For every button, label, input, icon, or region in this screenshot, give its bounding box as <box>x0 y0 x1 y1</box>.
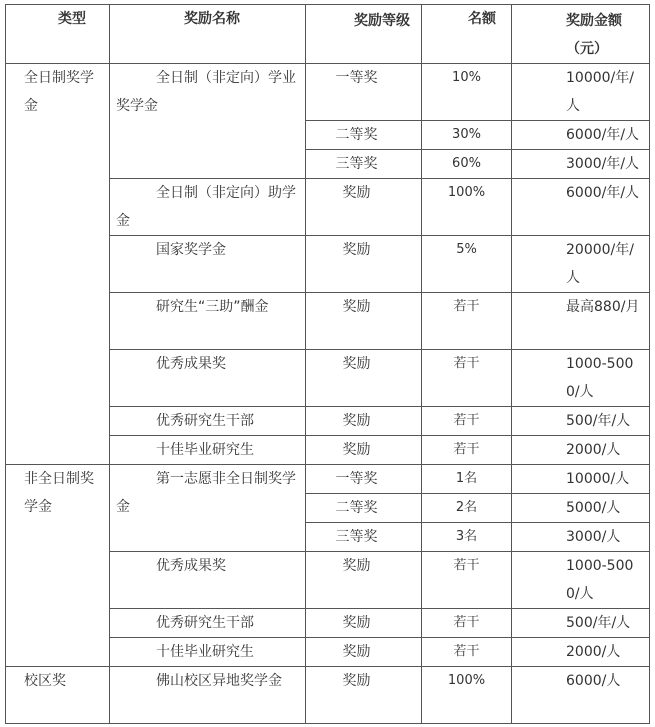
award-name: 十佳毕业研究生 <box>110 436 306 465</box>
award-quota: 100% <box>422 667 512 724</box>
award-level: 三等奖 <box>306 523 422 552</box>
award-name: 研究生“三助”酬金 <box>110 293 306 350</box>
award-level: 奖励 <box>306 609 422 638</box>
award-name-first-choice: 第一志愿非全日制奖学金 <box>110 465 306 552</box>
award-amount: 5000/人 <box>512 494 650 523</box>
award-quota: 30% <box>422 121 512 150</box>
table-header-row <box>6 5 650 64</box>
scholarship-table <box>5 4 650 724</box>
award-quota: 若干 <box>422 609 512 638</box>
award-name: 全日制（非定向）助学金 <box>110 179 306 236</box>
award-quota: 若干 <box>422 552 512 609</box>
award-amount: 20000/年/人 <box>512 236 650 293</box>
award-amount: 500/年/人 <box>512 407 650 436</box>
header-name: 奖励名称 <box>110 5 306 64</box>
award-quota: 60% <box>422 150 512 179</box>
header-amount: 奖励金额（元） <box>512 5 650 64</box>
award-level: 奖励 <box>306 236 422 293</box>
category-fulltime: 全日制奖学金 <box>6 64 110 465</box>
award-quota: 若干 <box>422 407 512 436</box>
award-level: 二等奖 <box>306 494 422 523</box>
award-quota: 若干 <box>422 293 512 350</box>
award-quota: 若干 <box>422 638 512 667</box>
award-quota: 若干 <box>422 350 512 407</box>
award-name: 优秀成果奖 <box>110 552 306 609</box>
award-quota: 2名 <box>422 494 512 523</box>
award-amount: 500/年/人 <box>512 609 650 638</box>
award-level: 一等奖 <box>306 64 422 121</box>
award-level: 奖励 <box>306 407 422 436</box>
award-name: 优秀研究生干部 <box>110 407 306 436</box>
award-amount: 6000/年/人 <box>512 179 650 236</box>
table-row <box>6 667 650 724</box>
award-level: 奖励 <box>306 293 422 350</box>
award-amount: 1000-5000/人 <box>512 350 650 407</box>
award-amount: 6000/年/人 <box>512 121 650 150</box>
award-amount: 3000/年/人 <box>512 150 650 179</box>
award-level: 奖励 <box>306 350 422 407</box>
award-amount: 2000/人 <box>512 436 650 465</box>
award-level: 二等奖 <box>306 121 422 150</box>
award-quota: 5% <box>422 236 512 293</box>
award-name: 佛山校区异地奖学金 <box>110 667 306 724</box>
award-amount: 1000-5000/人 <box>512 552 650 609</box>
award-name: 十佳毕业研究生 <box>110 638 306 667</box>
award-level: 奖励 <box>306 667 422 724</box>
award-amount: 10000/人 <box>512 465 650 494</box>
award-level: 奖励 <box>306 179 422 236</box>
header-type: 类型 <box>6 5 110 64</box>
award-name: 国家奖学金 <box>110 236 306 293</box>
table-row <box>6 465 650 494</box>
award-level: 三等奖 <box>306 150 422 179</box>
award-name-academic: 全日制（非定向）学业奖学金 <box>110 64 306 179</box>
category-campus: 校区奖 <box>6 667 110 724</box>
award-quota: 1名 <box>422 465 512 494</box>
award-amount: 6000/人 <box>512 667 650 724</box>
header-quota: 名额 <box>422 5 512 64</box>
award-level: 奖励 <box>306 436 422 465</box>
award-name: 优秀成果奖 <box>110 350 306 407</box>
header-level: 奖励等级 <box>306 5 422 64</box>
award-amount: 最高880/月 <box>512 293 650 350</box>
award-level: 奖励 <box>306 638 422 667</box>
award-name: 优秀研究生干部 <box>110 609 306 638</box>
category-parttime: 非全日制奖学金 <box>6 465 110 667</box>
table-row <box>6 64 650 121</box>
award-amount: 10000/年/人 <box>512 64 650 121</box>
award-level: 一等奖 <box>306 465 422 494</box>
award-level: 奖励 <box>306 552 422 609</box>
award-quota: 若干 <box>422 436 512 465</box>
award-amount: 2000/人 <box>512 638 650 667</box>
award-quota: 100% <box>422 179 512 236</box>
award-quota: 3名 <box>422 523 512 552</box>
award-quota: 10% <box>422 64 512 121</box>
award-amount: 3000/人 <box>512 523 650 552</box>
